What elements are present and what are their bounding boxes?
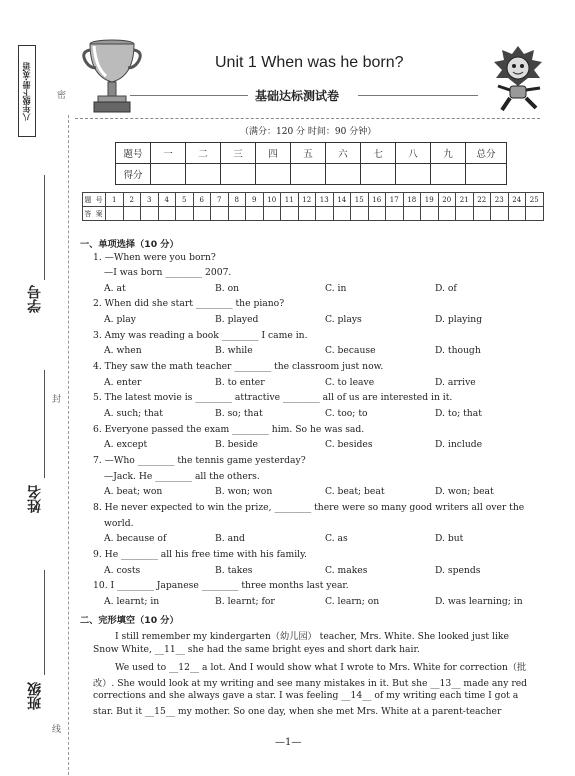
option-d: D. though (435, 345, 481, 356)
answer-number: 11 (281, 193, 299, 207)
answer-entry[interactable] (473, 207, 491, 221)
option-c: C. to leave (325, 377, 375, 388)
answer-grid-label: 答 案 (83, 207, 106, 221)
trophy-icon (82, 38, 142, 122)
class-underline (44, 570, 45, 675)
grade-label: 八年级下册·英语 (18, 45, 36, 137)
page-subtitle: 基础达标测试卷 (255, 89, 340, 103)
option-c: C. makes (325, 565, 368, 576)
title-rule-right (358, 95, 478, 96)
question-text: 1. —When were you born? (93, 252, 216, 263)
score-cell: 六 (326, 143, 361, 164)
option-b: B. takes (215, 565, 253, 576)
page-number: —1— (275, 737, 302, 748)
answer-entry[interactable] (438, 207, 456, 221)
question-text: 10. I ________ Japanese ________ three months last year. (93, 580, 349, 591)
score-info: （满分：120 分 时间：90 分钟） (240, 127, 377, 137)
answer-entry[interactable] (176, 207, 194, 221)
answer-number: 10 (263, 193, 281, 207)
question-text: 9. He ________ all his free time with his family. (93, 549, 307, 560)
option-d: D. but (435, 533, 464, 544)
option-b: B. while (215, 345, 253, 356)
question-text: —I was born ________ 2007. (104, 267, 232, 278)
paragraph-line: We used to __12__ a lot. And I would show what I wrote to Mrs. White for correction（批 (115, 662, 527, 673)
option-c: C. too; to (325, 408, 368, 419)
answer-entry[interactable] (263, 207, 281, 221)
student-id-underline (44, 175, 45, 280)
answer-number: 19 (421, 193, 439, 207)
option-d: D. spends (435, 565, 481, 576)
answer-entry[interactable] (491, 207, 509, 221)
answer-entry[interactable] (421, 207, 439, 221)
cut-line (68, 115, 69, 775)
score-entry[interactable] (291, 164, 326, 185)
score-cell: 一 (151, 143, 186, 164)
paragraph-line: corrections and she always gave a star. I was feeling __14__ of my writing each time I got a (93, 690, 519, 701)
answer-number: 23 (491, 193, 509, 207)
option-a: A. costs (104, 565, 141, 576)
option-c: C. in (325, 283, 347, 294)
score-entry[interactable] (256, 164, 291, 185)
score-entry[interactable] (361, 164, 396, 185)
question-text: 4. They saw the math teacher ________ the classroom just now. (93, 361, 384, 372)
paragraph-line: 改）. She would look at my writing and see many mistakes in it. But she __13__ made any red (93, 678, 528, 689)
option-a: A. at (104, 283, 126, 294)
answer-entry[interactable] (158, 207, 176, 221)
score-cell: 总分 (466, 143, 507, 164)
answer-entry[interactable] (211, 207, 229, 221)
answer-entry[interactable] (281, 207, 299, 221)
score-cell: 三 (221, 143, 256, 164)
paragraph-line: Snow White, __11__ she had the same bright eyes and short dark hair. (93, 644, 420, 655)
option-d: D. of (435, 283, 457, 294)
header-divider (75, 118, 540, 119)
question-text: 6. Everyone passed the exam ________ him. So he was sad. (93, 424, 365, 435)
option-d: D. to; that (435, 408, 482, 419)
paragraph-line: star. But it __15__ my mother. So one day, when she met Mrs. White at a parent-teacher (93, 706, 502, 717)
answer-number: 20 (438, 193, 456, 207)
answer-number: 8 (228, 193, 246, 207)
score-cell: 五 (291, 143, 326, 164)
option-b: B. learnt; for (215, 596, 275, 607)
answer-number: 6 (193, 193, 211, 207)
title-rule-left (130, 95, 248, 96)
answer-number: 4 (158, 193, 176, 207)
option-b: B. so; that (215, 408, 263, 419)
answer-entry[interactable] (106, 207, 124, 221)
score-cell: 七 (361, 143, 396, 164)
option-a: A. learnt; in (104, 596, 160, 607)
question-text: 3. Amy was reading a book ________ I came in. (93, 330, 308, 341)
score-entry[interactable] (221, 164, 256, 185)
paragraph-line: I still remember my kindergarten（幼儿园） teacher, Mrs. White. She looked just like (115, 631, 509, 642)
question-text: 7. —Who ________ the tennis game yesterday? (93, 455, 306, 466)
option-b: B. played (215, 314, 259, 325)
score-entry[interactable] (431, 164, 466, 185)
page-title: Unit 1 When was he born? (215, 54, 404, 71)
score-entry[interactable] (466, 164, 507, 185)
answer-grid (82, 192, 544, 221)
option-a: A. beat; won (104, 486, 163, 497)
answer-number: 12 (298, 193, 316, 207)
option-c: C. because (325, 345, 376, 356)
cut-mark-seal: 密 (57, 91, 67, 101)
option-a: A. play (104, 314, 136, 325)
cut-mark-seal-2: 封 (52, 395, 62, 405)
answer-number: 1 (106, 193, 124, 207)
answer-number: 25 (526, 193, 544, 207)
answer-grid-label: 题 号 (83, 193, 106, 207)
option-b: B. and (215, 533, 245, 544)
question-text: 2. When did she start ________ the piano? (93, 298, 285, 309)
answer-entry[interactable] (228, 207, 246, 221)
score-entry[interactable] (396, 164, 431, 185)
option-d: D. was learning; in (435, 596, 523, 607)
score-entry[interactable] (326, 164, 361, 185)
answer-number: 13 (316, 193, 334, 207)
option-c: C. as (325, 533, 348, 544)
option-a: A. because of (104, 533, 167, 544)
option-b: B. won; won (215, 486, 273, 497)
option-a: A. enter (104, 377, 142, 388)
answer-entry[interactable] (386, 207, 404, 221)
answer-entry[interactable] (316, 207, 334, 221)
answer-number: 21 (456, 193, 474, 207)
question-text: 5. The latest movie is ________ attractive ________ all of us are interested in it. (93, 392, 453, 403)
question-text: 8. He never expected to win the prize, ________ there were so many good writers all over the (93, 502, 525, 513)
answer-entry[interactable] (141, 207, 159, 221)
answer-number: 18 (403, 193, 421, 207)
option-c: C. beat; beat (325, 486, 385, 497)
answer-number: 16 (368, 193, 386, 207)
option-c: C. plays (325, 314, 362, 325)
answer-entry[interactable] (456, 207, 474, 221)
question-text: world. (104, 518, 134, 529)
answer-number: 9 (246, 193, 264, 207)
option-d: D. include (435, 439, 483, 450)
mascot-icon (488, 42, 548, 118)
section-heading: 一、单项选择（10 分） (80, 239, 179, 250)
answer-entry[interactable] (123, 207, 141, 221)
question-text: —Jack. He ________ all the others. (104, 471, 260, 482)
answer-number: 17 (386, 193, 404, 207)
cut-mark-line: 线 (52, 725, 62, 735)
score-entry[interactable] (186, 164, 221, 185)
option-a: A. such; that (104, 408, 163, 419)
option-d: D. arrive (435, 377, 476, 388)
option-c: C. besides (325, 439, 373, 450)
answer-entry[interactable] (508, 207, 526, 221)
score-cell: 八 (396, 143, 431, 164)
score-entry[interactable] (151, 164, 186, 185)
name-label: 姓名 (27, 485, 43, 513)
answer-entry[interactable] (246, 207, 264, 221)
option-b: B. to enter (215, 377, 265, 388)
answer-grid-number-row (83, 193, 544, 207)
answer-entry[interactable] (526, 207, 544, 221)
answer-number: 7 (211, 193, 229, 207)
option-d: D. won; beat (435, 486, 494, 497)
section-heading: 二、完形填空（10 分） (80, 615, 179, 626)
score-table-score-row (116, 164, 507, 185)
answer-number: 24 (508, 193, 526, 207)
score-cell: 得分 (116, 164, 151, 185)
answer-number: 3 (141, 193, 159, 207)
answer-entry[interactable] (298, 207, 316, 221)
answer-number: 22 (473, 193, 491, 207)
option-c: C. learn; on (325, 596, 380, 607)
answer-entry[interactable] (333, 207, 351, 221)
score-cell: 题号 (116, 143, 151, 164)
answer-number: 15 (351, 193, 369, 207)
option-d: D. playing (435, 314, 483, 325)
binding-strip (0, 0, 70, 776)
score-cell: 四 (256, 143, 291, 164)
answer-number: 14 (333, 193, 351, 207)
answer-number: 2 (123, 193, 141, 207)
answer-entry[interactable] (193, 207, 211, 221)
student-id-label: 学号 (27, 285, 43, 313)
answer-number: 5 (176, 193, 194, 207)
option-b: B. on (215, 283, 240, 294)
answer-entry[interactable] (368, 207, 386, 221)
option-a: A. except (104, 439, 148, 450)
answer-entry[interactable] (351, 207, 369, 221)
score-cell: 九 (431, 143, 466, 164)
score-table (115, 142, 507, 185)
class-label: 班级 (27, 682, 43, 710)
option-b: B. beside (215, 439, 258, 450)
score-table-header-row (116, 143, 507, 164)
score-cell: 二 (186, 143, 221, 164)
option-a: A. when (104, 345, 142, 356)
name-underline (44, 370, 45, 478)
answer-grid-answer-row (83, 207, 544, 221)
answer-entry[interactable] (403, 207, 421, 221)
